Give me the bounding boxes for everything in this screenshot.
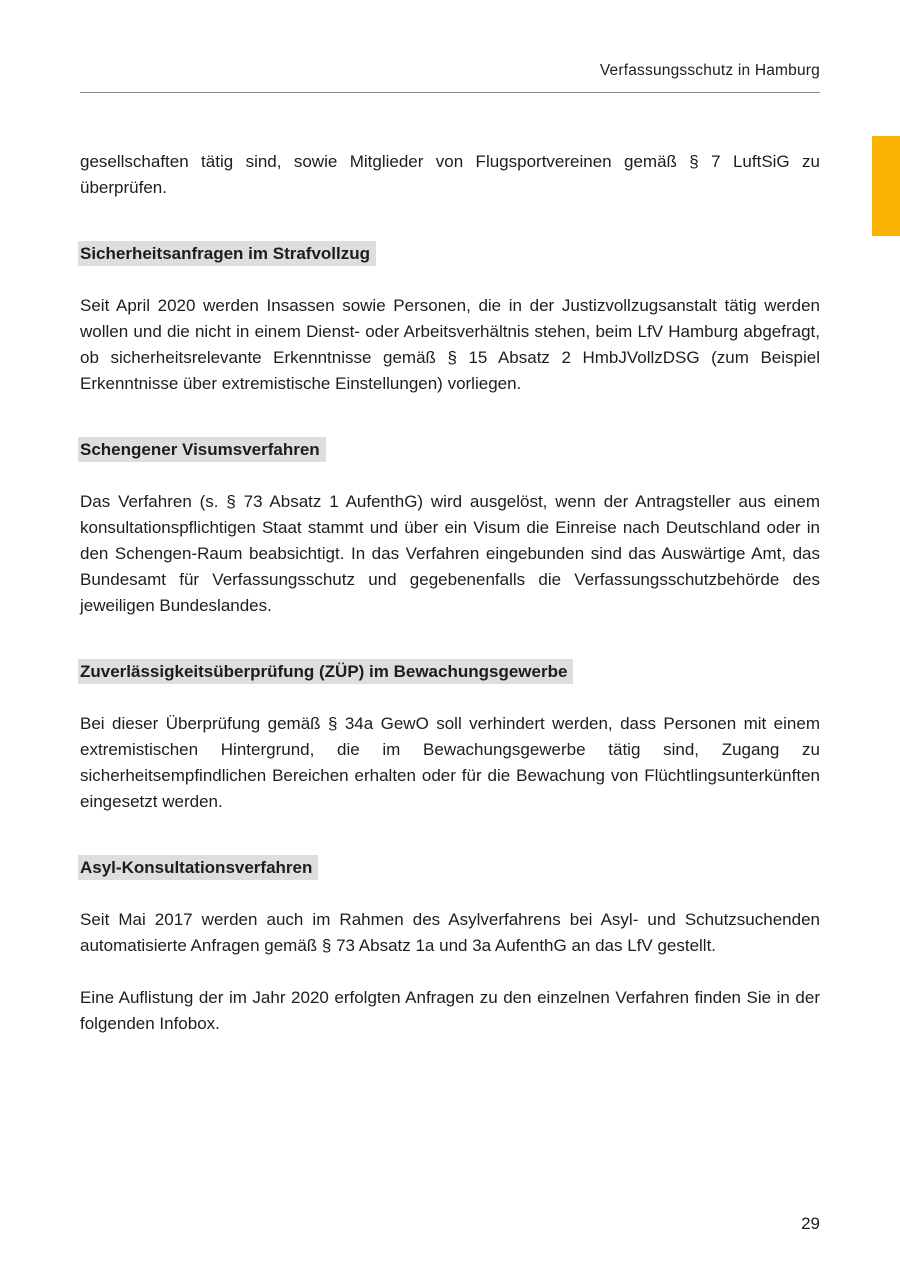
section-heading-strafvollzug — [80, 241, 820, 267]
paragraph: Seit Mai 2017 werden auch im Rahmen des Asylverfahrens bei Asyl- und Schutzsuchenden automatisierte Anfragen gemäß § 73 Absatz 1a und 3a AufenthG an das LfV gestellt. — [80, 910, 820, 955]
page-edge-accent-tab — [872, 136, 900, 236]
running-header — [80, 0, 820, 93]
paragraph: Bei dieser Überprüfung gemäß § 34a GewO soll verhindert werden, dass Personen mit einem extremistischen Hintergrund, die im Bewachungsgewerbe tätig sind, Zugang zu sicherheitsempfindlichen Bereichen erhalten oder für die Bewachung von Flüchtlingsunterkünften eingesetzt werden. — [80, 714, 820, 811]
section-heading-asyl-konsultationsverfahren — [80, 855, 820, 881]
section-heading-label: Sicherheitsanfragen im Strafvollzug — [78, 241, 376, 266]
page-number: 29 — [801, 1214, 820, 1233]
lead-paragraph: gesellschaften tätig sind, sowie Mitglieder von Flugsportvereinen gemäß § 7 LuftSiG zu überprüfen. — [80, 152, 820, 197]
running-header-title: Verfassungsschutz in Hamburg — [599, 62, 820, 79]
section-heading-label: Schengener Visumsverfahren — [78, 437, 326, 462]
page-content — [80, 93, 820, 1037]
paragraph: Das Verfahren (s. § 73 Absatz 1 AufenthG) wird ausgelöst, wenn der Antragsteller aus einem konsultationspflichtigen Staat stammt und über ein Visum die Einreise nach Deutschland oder in den Schengen-Raum beabsichtigt. In das Verfahren eingebunden sind das Auswärtige Amt, das Bundesamt für Verfassungsschutz und gegebenenfalls die Verfassungsschutzbehörde des jeweiligen Bundeslandes. — [80, 492, 820, 615]
section-heading-label: Zuverlässigkeitsüberprüfung (ZÜP) im Bewachungsgewerbe — [78, 659, 573, 684]
paragraph: Seit April 2020 werden Insassen sowie Personen, die in der Justizvollzugsanstalt tätig werden wollen und die nicht in einem Dienst- oder Arbeitsverhältnis stehen, beim LfV Hamburg abgefragt, ob sicherheitsrelevante Erkenntnisse gemäß § 15 Absatz 2 HmbJVollzDSG (zum Beispiel Erkenntnisse über extremistische Einstellungen) vorliegen. — [80, 296, 820, 393]
paragraph: Eine Auflistung der im Jahr 2020 erfolgten Anfragen zu den einzelnen Verfahren finden Sie in der folgenden Infobox. — [80, 988, 820, 1033]
section-heading-zup-bewachungsgewerbe — [80, 659, 820, 685]
section-heading-label: Asyl-Konsultationsverfahren — [78, 855, 318, 880]
section-heading-visumsverfahren — [80, 437, 820, 463]
